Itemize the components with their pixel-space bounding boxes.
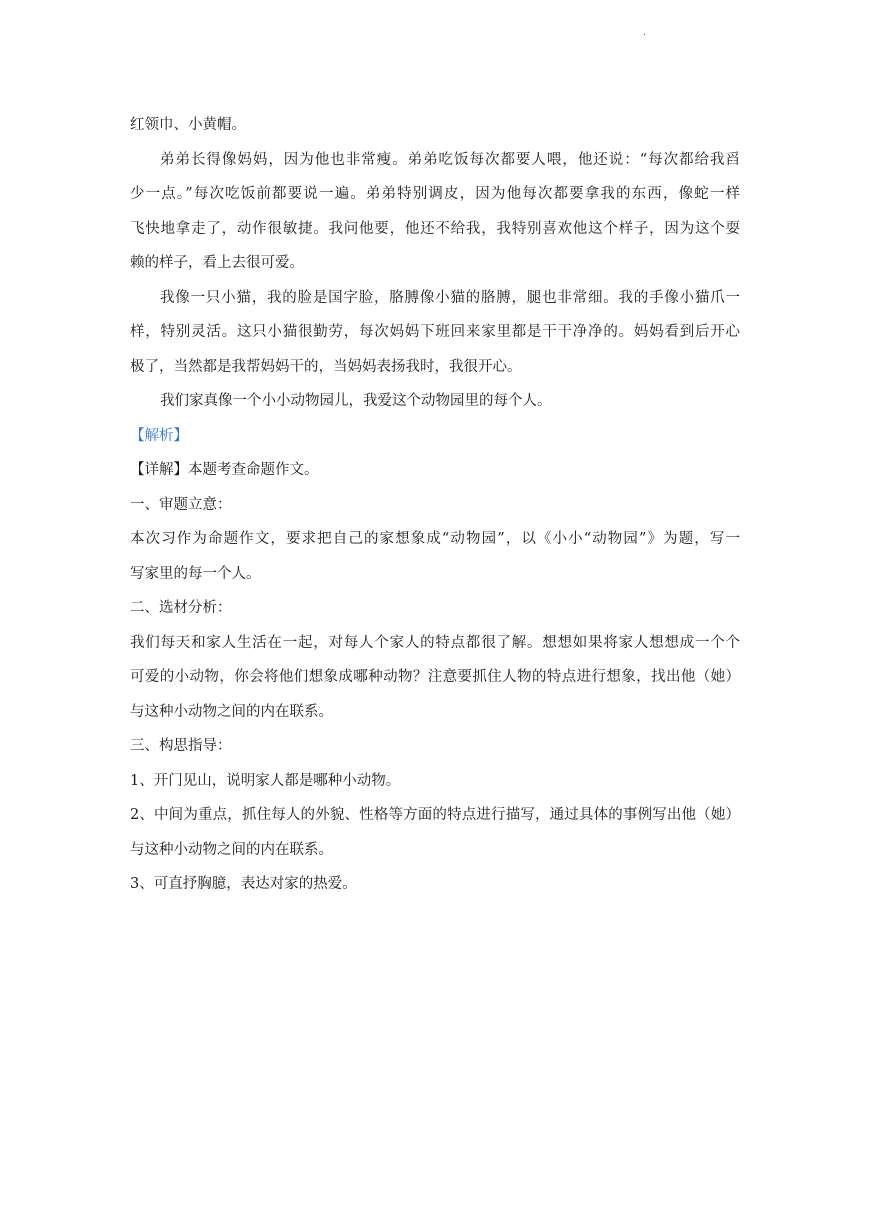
essay-line: 样，特别灵活。这只小猫很勤劳，每次妈妈下班回来家里都是干干净净的。妈妈看到后开心 [130,324,740,340]
essay-line: 红领巾、小黄帽。 [130,117,246,133]
essay-line: 我们家真像一个小小动物园儿，我爱这个动物园里的每个人。 [160,393,552,409]
analysis-line: 与这种小动物之间的内在联系。 [130,703,333,720]
essay-line: 少一点。”每次吃饭前都要说一遍。弟弟特别调皮，因为他每次都要拿我的东西，像蛇一样 [130,186,740,202]
analysis-label: 【解析】 [130,427,188,444]
analysis-line: 与这种小动物之间的内在联系。 [130,841,333,858]
analysis-line: 一、审题立意： [130,496,232,513]
analysis-line: 我们每天和家人生活在一起，对每人个家人的特点都很了解。想想如果将家人想想成一个个 [130,634,740,651]
essay-line: 飞快地拿走了，动作很敏捷。我问他要，他还不给我，我特别喜欢他这个样子，因为这个耍 [130,220,740,237]
analysis-line: 1、开门见山，说明家人都是哪种小动物。 [130,772,401,789]
analysis-line: 二、选材分析： [130,600,232,616]
analysis-line: 2、中间为重点，抓住每人的外貌、性格等方面的特点进行描写，通过具体的事例写出他（她） [130,807,740,823]
analysis-line: 可爱的小动物，你会将他们想象成哪种动物？注意要抓住人物的特点进行想象，找出他（她） [130,669,740,685]
analysis-line: 【详解】本题考查命题作文。 [130,462,319,478]
essay-line: 我像一只小猫，我的脸是国字脸，胳膊像小猫的胳膊，腿也非常细。我的手像小猫爪一 [160,289,740,306]
analysis-line: 三、构思指导： [130,738,232,754]
essay-line: 极了，当然都是我帮妈妈干的，当妈妈表扬我时，我很开心。 [130,358,522,375]
essay-text [130,108,740,419]
analysis-line: 3、可直抒胸臆，表达对家的热爱。 [130,876,357,892]
analysis-line: 本次习作为命题作文，要求把自己的家想象成“动物园”，以《小小“动物园”》为题，写一 [130,531,740,547]
essay-line: 弟弟长得像妈妈，因为他也非常瘦。弟弟吃饭每次都要人喂，他还说：“每次都给我舀 [160,151,740,168]
analysis-text [130,453,740,902]
essay-line: 赖的样子，看上去很可爱。 [130,255,304,271]
document-body [130,108,740,902]
page-marker: · [643,30,647,41]
analysis-line: 写家里的每一个人。 [130,565,261,582]
